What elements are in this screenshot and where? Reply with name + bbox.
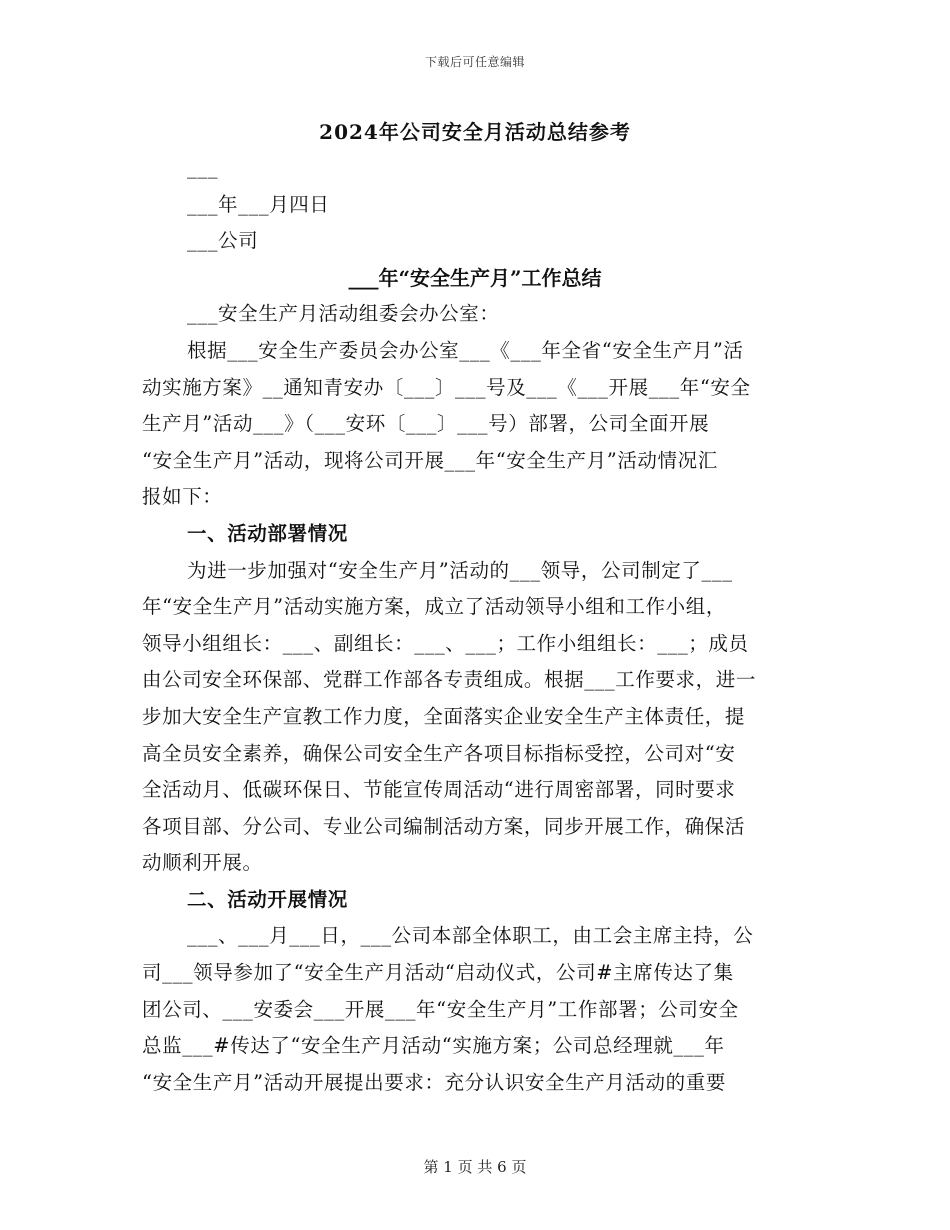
document-body bbox=[142, 150, 808, 1101]
paragraph-line: 为进一步加强对“安全生产月”活动的___领导，公司制定了___ bbox=[187, 558, 733, 582]
paragraph-line: 生产月”活动___》（___安环〔___〕___号）部署，公司全面开展 bbox=[142, 412, 710, 436]
section-heading-deployment: 一、活动部署情况 bbox=[187, 521, 348, 545]
paragraph-line: 报如下： bbox=[142, 485, 223, 509]
paragraph-line: 司___领导参加了“安全生产月活动“启动仪式，公司#主席传达了集 bbox=[142, 961, 734, 985]
paragraph-line: “安全生产月”活动开展提出要求：充分认识安全生产月活动的重要 bbox=[142, 1070, 726, 1094]
paragraph-line: 高全员安全素养，确保公司安全生产各项目标指标受控，公司对“安 bbox=[142, 741, 736, 765]
paragraph-line: 领导小组组长：___、副组长：___、___；工作小组组长：___；成员 bbox=[142, 631, 749, 655]
preamble-line: ___ bbox=[187, 156, 219, 179]
paragraph-line: 根据___安全生产委员会办公室___《___年全省“安全生产月”活 bbox=[187, 338, 744, 362]
page-footer-page-number: 第 1 页 共 6 页 bbox=[423, 1158, 527, 1176]
paragraph-line: 团公司、___安委会___开展___年“安全生产月”工作部署；公司安全 bbox=[142, 997, 739, 1021]
document-subtitle: ___年“安全生产月”工作总结 bbox=[348, 265, 602, 290]
preamble-date-line: ___年___月四日 bbox=[187, 192, 330, 216]
paragraph-line: 年“安全生产月”活动实施方案，成立了活动领导小组和工作小组， bbox=[142, 595, 726, 619]
section-heading-activities: 二、活动开展情况 bbox=[187, 887, 348, 911]
paragraph-line: “安全生产月”活动，现将公司开展___年“安全生产月”活动情况汇 bbox=[142, 448, 718, 472]
paragraph-intro bbox=[142, 333, 808, 516]
salutation: ___安全生产月活动组委会办公室： bbox=[187, 302, 500, 326]
page-header-note: 下载后可任意编辑 bbox=[424, 55, 525, 69]
paragraph-line: 由公司安全环保部、党群工作部各专责组成。根据___工作要求，进一 bbox=[142, 668, 756, 692]
paragraph-line: 步加大安全生产宣教工作力度，全面落实企业安全生产主体责任，提 bbox=[142, 704, 746, 728]
preamble-company-line: ___公司 bbox=[187, 229, 259, 253]
paragraph-line: 总监___#传达了“安全生产月活动“实施方案；公司总经理就___年 bbox=[142, 1034, 725, 1058]
paragraph-deployment bbox=[142, 553, 808, 882]
paragraph-line: 动顺利开展。 bbox=[142, 851, 263, 875]
paragraph-line: 全活动月、低碳环保日、节能宣传周活动“进行周密部署，同时要求 bbox=[142, 778, 736, 802]
paragraph-line: 各项目部、分公司、专业公司编制活动方案，同步开展工作，确保活 bbox=[142, 814, 746, 838]
paragraph-line: 动实施方案》__通知青安办〔___〕___号及___《___开展___年“安全 bbox=[142, 375, 751, 399]
document-title: 2024年公司安全月活动总结参考 bbox=[319, 120, 631, 144]
paragraph-line: ___、___月___日，___公司本部全体职工，由工会主席主持，公 bbox=[187, 924, 754, 948]
paragraph-activities bbox=[142, 918, 808, 1101]
